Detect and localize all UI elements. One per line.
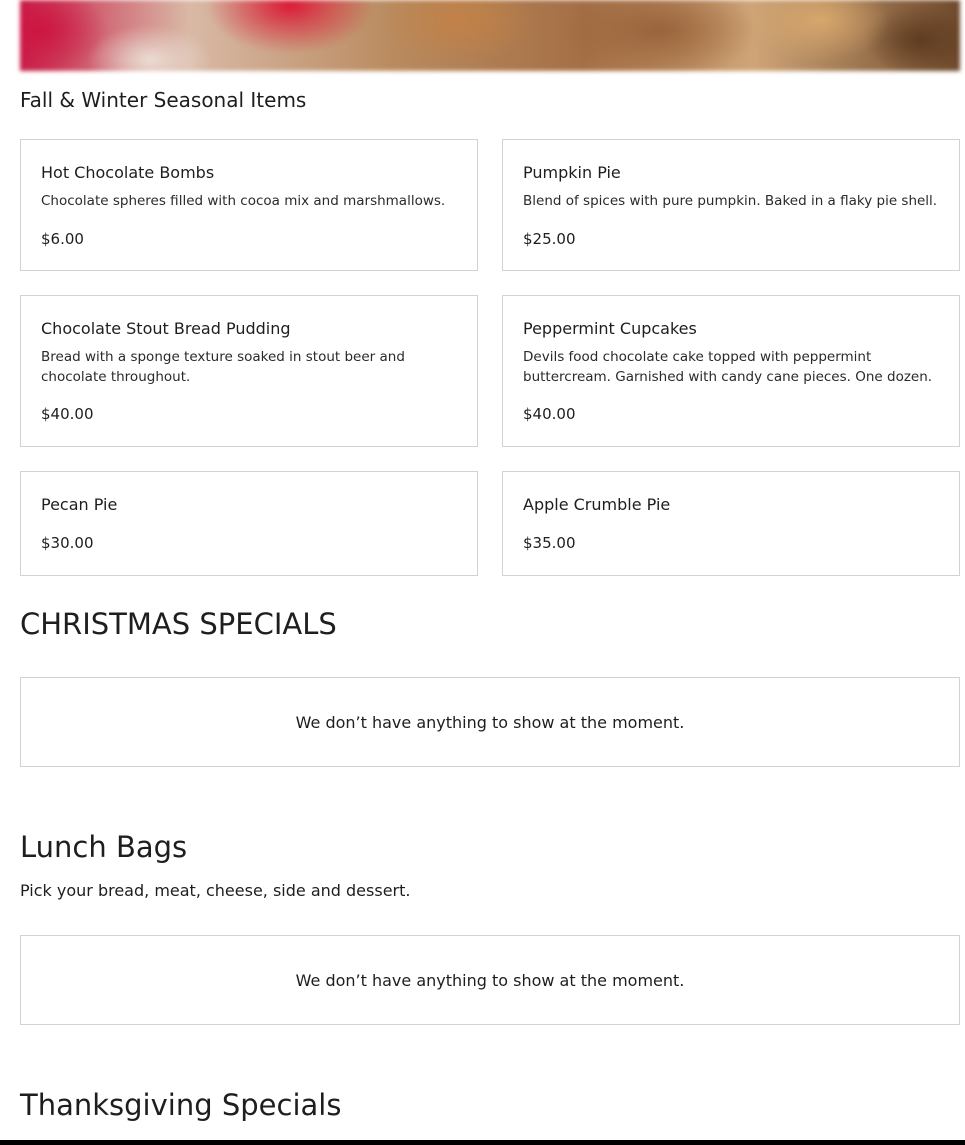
item-price: $35.00: [523, 534, 576, 552]
section-description-lunch-bags: Pick your bread, meat, cheese, side and dessert.: [20, 881, 411, 900]
menu-item-card[interactable]: [502, 471, 960, 576]
item-name: Hot Chocolate Bombs: [41, 163, 215, 182]
item-name: Chocolate Stout Bread Pudding: [41, 319, 291, 338]
item-name: Pumpkin Pie: [523, 163, 621, 182]
menu-item-card[interactable]: [502, 295, 960, 447]
item-description: Bread with a sponge texture soaked in stout beer and chocolate throughout.: [41, 349, 405, 385]
section-title-lunch-bags: Lunch Bags: [20, 830, 188, 864]
empty-state-message: We don’t have anything to show at the moment.: [295, 712, 685, 732]
item-name: Pecan Pie: [41, 495, 118, 514]
menu-item-card[interactable]: [502, 139, 960, 271]
section-title-thanksgiving: Thanksgiving Specials: [20, 1088, 342, 1122]
item-price: $6.00: [41, 230, 84, 248]
item-price: $40.00: [41, 405, 94, 423]
item-description: Chocolate spheres filled with cocoa mix and marshmallows.: [41, 193, 446, 209]
section-title-fall-winter: Fall & Winter Seasonal Items: [20, 88, 307, 112]
section-title-christmas: CHRISTMAS SPECIALS: [20, 607, 337, 641]
item-description: Blend of spices with pure pumpkin. Baked in a flaky pie shell.: [523, 193, 938, 209]
empty-state-message: We don’t have anything to show at the moment.: [295, 970, 685, 990]
item-price: $40.00: [523, 405, 576, 423]
hero-banner-image: [20, 0, 960, 71]
item-description: Devils food chocolate cake topped with peppermint buttercream. Garnished with candy cane pieces. One dozen.: [523, 349, 933, 385]
item-name: Apple Crumble Pie: [523, 495, 671, 514]
empty-state-lunch-bags: [20, 935, 960, 1025]
item-price: $25.00: [523, 230, 576, 248]
menu-item-card[interactable]: [20, 139, 478, 271]
item-price: $30.00: [41, 534, 94, 552]
bottom-bar: [0, 1140, 965, 1145]
menu-item-card[interactable]: [20, 471, 478, 576]
item-name: Peppermint Cupcakes: [523, 319, 697, 338]
menu-item-card[interactable]: [20, 295, 478, 447]
empty-state-christmas: [20, 677, 960, 767]
